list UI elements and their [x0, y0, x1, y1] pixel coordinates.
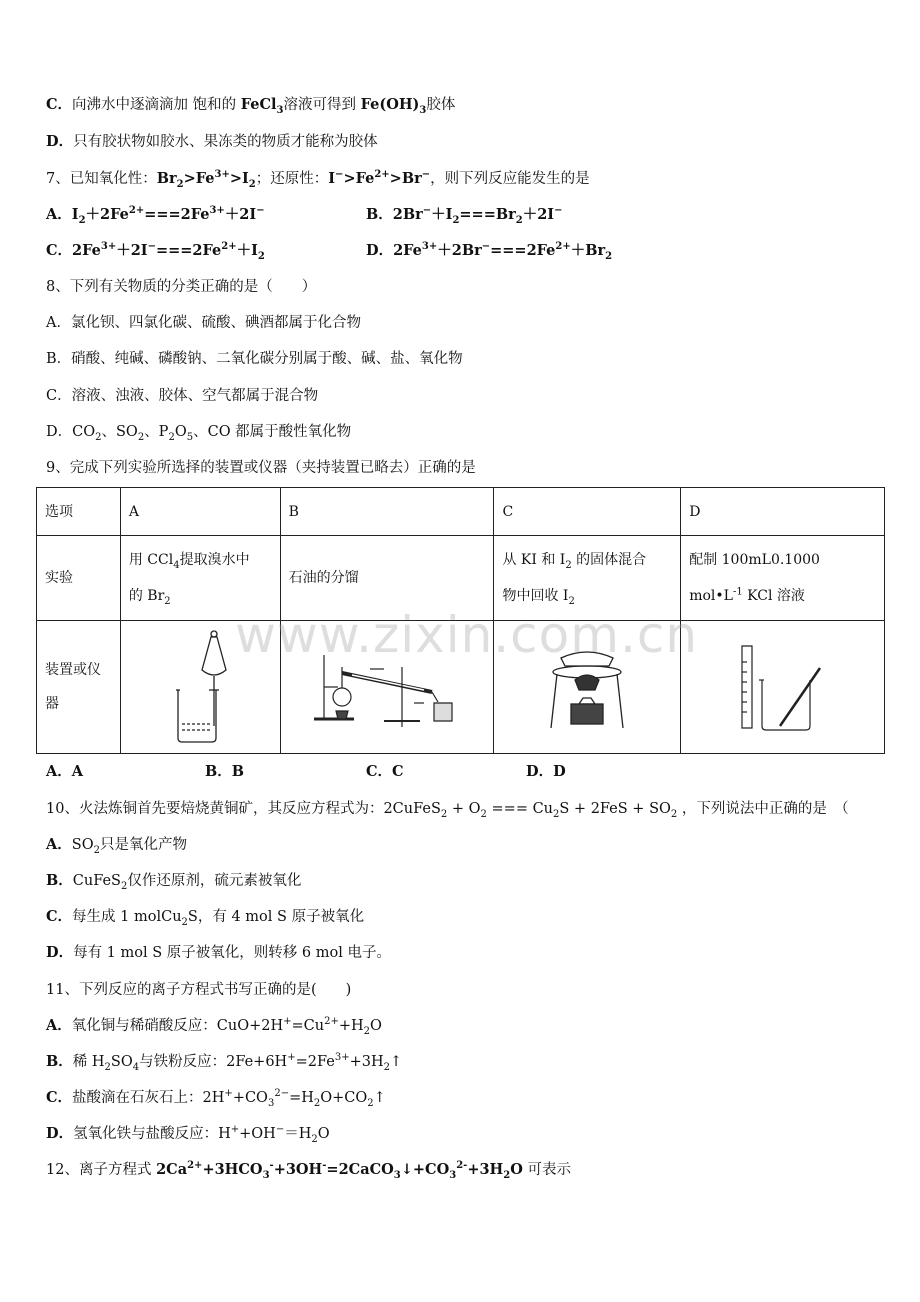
q7-option-a: A．$I_2+2Fe^{2+}===2Fe^{3+}+2I^-$ [46, 205, 265, 226]
q11-option-a: A．氧化铜与稀硝酸反应：$CuO+2H^+=Cu^{2+}+H_2O$ [46, 1016, 382, 1037]
q8-option-b: B．硝酸、纯碱、磷酸钠、二氧化碳分别属于酸、碱、盐、氧化物 [46, 351, 463, 367]
cylinder-beaker-icon [738, 642, 828, 732]
separatory-funnel-icon [168, 628, 232, 746]
q10-option-d: D．每有 1 mol S 原子被氧化，则转移 6 mol 电子。 [46, 944, 391, 961]
q10-option-a: A．$SO_2$只是氧化产物 [46, 836, 187, 856]
q9-stem: 9、完成下列实验所选择的装置或仪器（夹持装置已略去）正确的是 [46, 460, 476, 476]
row-label: 实验 [37, 536, 121, 621]
exp-d: 配制 100mL0.1000 $mol•L^{-1}$ KCl 溶液 [681, 536, 885, 621]
q8-stem: 8、下列有关物质的分类正确的是（ ） [46, 279, 317, 295]
row-label: 装置或仪 器 [37, 621, 121, 754]
q9-option-b: B．B [205, 763, 245, 780]
q12-stem: 12、离子方程式 $2Ca^{2+}+3HCO_3^-+3OH^-=2CaCO_3↓+CO_3^{2-}+3H_2O$ 可表示 [46, 1160, 571, 1181]
header-cell: C [494, 488, 681, 536]
q11-option-c: C．盐酸滴在石灰石上：$2H^++CO_3^{2-}=H_2O+CO_2↑$ [46, 1088, 386, 1109]
q6-option-c: C．向沸水中逐滴滴加 饱和的 FeCl$_3$溶液可得到 $Fe(OH)_3$胶体 [46, 96, 456, 116]
table-header-row [37, 488, 885, 536]
header-cell: D [681, 488, 885, 536]
header-cell: B [280, 488, 494, 536]
exp-c: 从 KI 和 $I_2$ 的固体混合 物中回收 $I_2$ [494, 536, 681, 621]
q11-stem: 11、下列反应的离子方程式书写正确的是( ) [46, 982, 352, 998]
apparatus-d [681, 621, 885, 754]
q8-option-a: A．氯化钡、四氯化碳、硫酸、碘酒都属于化合物 [46, 315, 361, 331]
header-cell: A [120, 488, 280, 536]
q8-option-c: C．溶液、浊液、胶体、空气都属于混合物 [46, 388, 319, 404]
q10-option-c: C．每生成 1 molCu$_2$S，有 4 mol S 原子被氧化 [46, 908, 365, 928]
q7-option-b: B．$2Br^-+I_2===Br_2+2I^-$ [366, 205, 563, 226]
q8-option-d: D．$CO_2$、$SO_2$、$P_2O_5$、CO 都属于酸性氧化物 [46, 424, 352, 443]
q11-option-d: D．氢氧化铁与盐酸反应：$H^++OH^-=H_2O$ [46, 1124, 330, 1145]
watermark: www.zixin.com.cn [235, 606, 699, 664]
q7-option-d: D．$2Fe^{3+}+2Br^-===2Fe^{2+}+Br_2$ [366, 241, 613, 262]
q10-option-b: B．CuFeS$_2$仅作还原剂，硫元素被氧化 [46, 872, 302, 892]
q11-option-b: B．稀 $H_2SO_4$与铁粉反应：$2Fe+6H^+=2Fe^{3+}+3H_2↑$ [46, 1052, 403, 1073]
q9-option-a: A．A [46, 763, 84, 780]
header-cell: 选项 [37, 488, 121, 536]
q7-stem: 7、已知氧化性：$Br_2>Fe^{3+}>I_2$；还原性：$I^->Fe^{2+}>Br^-$，则下列反应能发生的是 [46, 169, 590, 190]
q10-stem: 10、火法炼铜首先要焙烧黄铜矿，其反应方程式为：2CuFeS$_2$ + $O_2$ === $Cu_2S + 2FeS + SO_2$ ，下列说法中正确的是 （ [46, 801, 849, 820]
q9-option-d: D．D [526, 763, 566, 780]
q9-option-c: C．C [366, 763, 404, 780]
q6-option-d: D．只有胶状物如胶水、果冻类的物质才能称为胶体 [46, 133, 378, 150]
exp-b: 石油的分馏 [280, 536, 494, 621]
exp-a: 用 CCl$_4$提取溴水中 的 $Br_2$ [120, 536, 280, 621]
q7-option-c: C．$2Fe^{3+}+2I^-===2Fe^{2+}+I_2$ [46, 241, 265, 262]
